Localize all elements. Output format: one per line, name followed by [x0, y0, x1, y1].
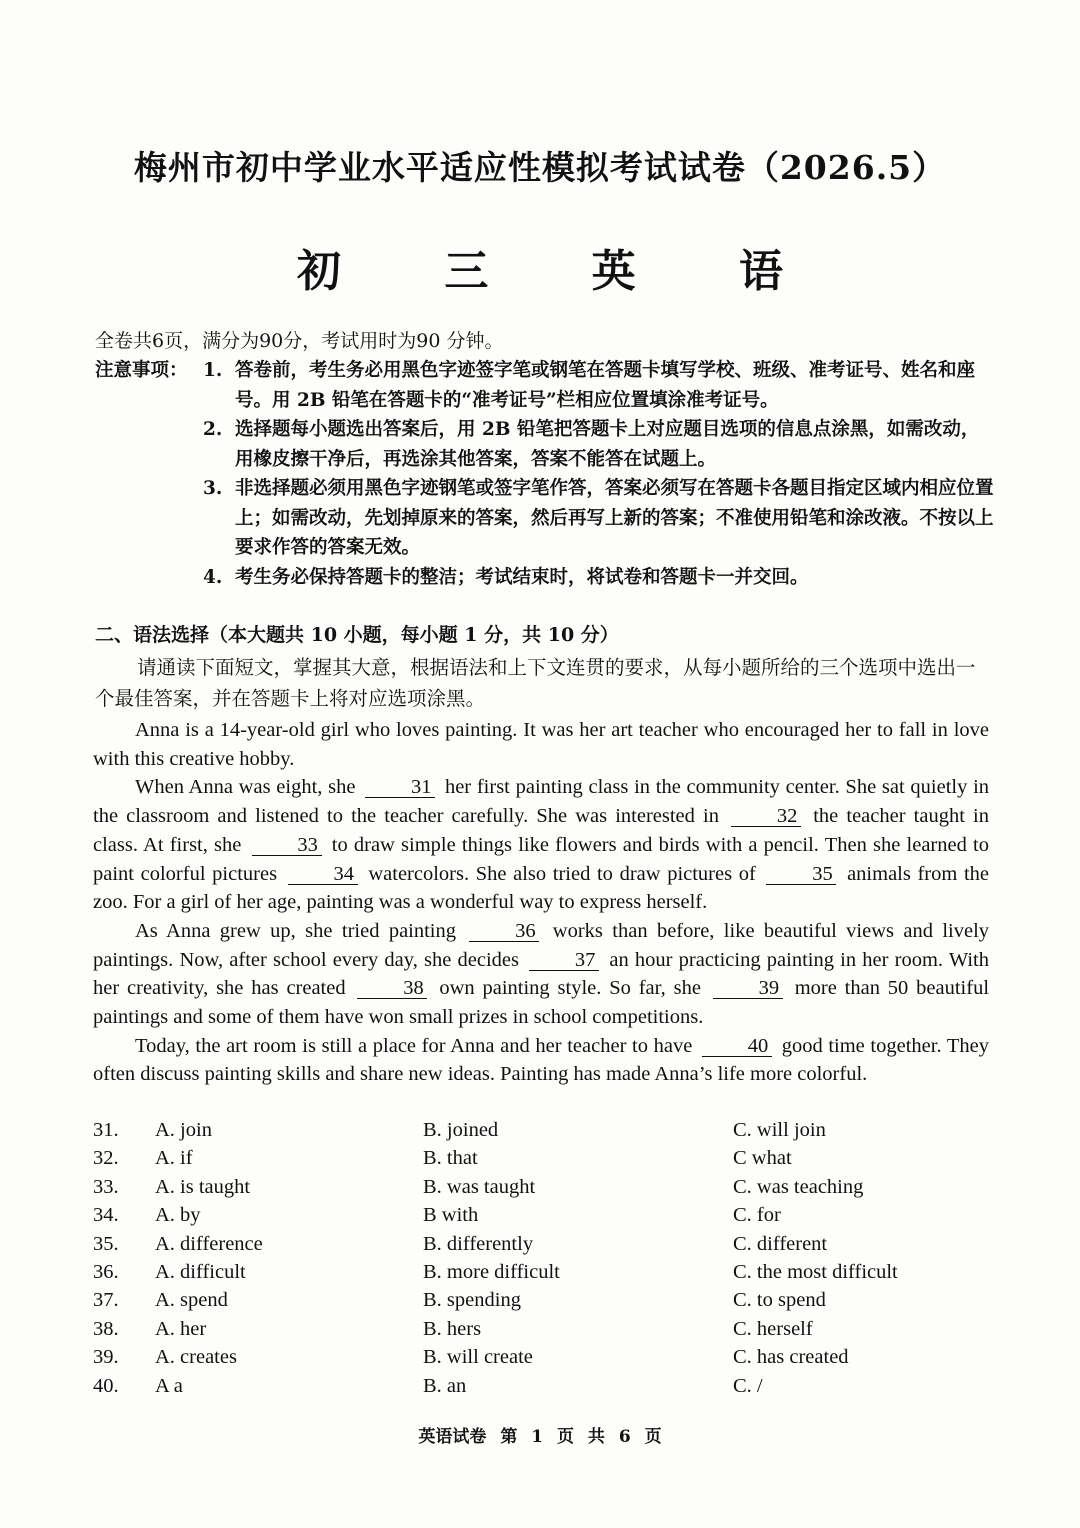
option-b: B. differently [423, 1232, 534, 1255]
answer-options [93, 1119, 993, 1403]
option-b: B. an [423, 1374, 467, 1397]
option-a: A. join [155, 1119, 212, 1141]
passage-paragraph-3 [93, 917, 989, 1032]
passage-text: own painting style. So far, she [439, 977, 701, 1000]
question-number: 34. [93, 1204, 119, 1227]
passage-text: more than 50 beautiful paintings and some of them have won small prizes in school competitions. [93, 977, 990, 1029]
option-a: A. spend [155, 1289, 228, 1312]
option-row [93, 1289, 993, 1317]
option-a: A. difficult [155, 1260, 246, 1283]
option-b: B. spending [423, 1289, 521, 1312]
option-c: C. the most difficult [733, 1260, 898, 1283]
passage-text: As Anna grew up, she tried painting [135, 919, 457, 942]
passage-paragraph-1: Anna is a 14-year-old girl who loves painting. It was her art teacher who encouraged her to fall in love with this creative hobby. [93, 719, 989, 770]
exam-info: 全卷共6页，满分为90分，考试用时为90 分钟。 [95, 330, 504, 352]
option-row [93, 1346, 993, 1374]
question-number: 32. [93, 1147, 119, 1170]
option-row [93, 1375, 993, 1403]
exam-title: 梅州市初中学业水平适应性模拟考试试卷（2026.5） [133, 148, 947, 187]
section-heading: 二、语法选择（本大题共 10 小题，每小题 1 分，共 10 分） [95, 624, 619, 646]
blank-37: 37 [529, 950, 599, 971]
question-number: 35. [93, 1232, 119, 1255]
option-row [93, 1318, 993, 1346]
option-c: C. to spend [733, 1289, 826, 1312]
passage-text: the teacher taught in class. At first, she [93, 805, 989, 856]
passage-text: good time together. They often discuss painting skills and share new ideas. Painting has made Anna’s life more colorful. [93, 1034, 989, 1086]
option-b: B. that [423, 1147, 478, 1170]
note-text: 非选择题必须用黑色字迹钢笔或签字笔作答，答案必须写在答题卡各题目指定区域内相应位置上；如需改动，先划掉原来的答案，然后再写上新的答案；不准使用铅笔和涂改液。不按以上要求作答的答案无效。 [235, 478, 994, 558]
note-item [203, 415, 995, 474]
note-item [203, 356, 995, 415]
option-b: B. hers [423, 1317, 482, 1340]
option-a: A. is taught [155, 1175, 251, 1198]
question-number: 33. [93, 1175, 119, 1198]
question-number: 40. [93, 1374, 119, 1397]
passage-text: an hour practicing painting in her room. With her creativity, she has created [93, 948, 990, 1000]
blank-38: 38 [357, 978, 427, 999]
passage-paragraph-2 [93, 773, 989, 917]
option-a: A. if [155, 1147, 193, 1170]
option-b: B with [423, 1204, 479, 1227]
option-row [93, 1233, 993, 1261]
option-c: C. / [733, 1374, 763, 1397]
blank-34: 34 [288, 864, 358, 885]
option-a: A. creates [155, 1346, 237, 1369]
reading-passage [93, 716, 989, 1089]
note-text: 选择题每小题选出答案后，用 2B 铅笔把答题卡上对应题目选项的信息点涂黑，如需改动，用橡皮擦干净后，再选涂其他答案，答案不能答在试题上。 [235, 419, 980, 470]
option-row [93, 1176, 993, 1204]
subject-title: 初 三 英 语 [297, 246, 827, 297]
note-number: 1. [203, 360, 223, 381]
blank-40: 40 [702, 1036, 772, 1057]
option-b: B. will create [423, 1346, 533, 1369]
option-b: B. was taught [423, 1175, 536, 1198]
passage-text: watercolors. She also tried to draw pictures of [368, 862, 756, 885]
option-c: C. for [733, 1204, 781, 1227]
passage-paragraph-4 [93, 1032, 989, 1089]
option-b: B. more difficult [423, 1260, 560, 1283]
option-row [93, 1204, 993, 1232]
blank-31: 31 [365, 777, 435, 798]
option-c: C. has created [733, 1346, 849, 1369]
option-a: A. by [155, 1204, 201, 1227]
option-row [93, 1119, 993, 1147]
notes-block [95, 356, 995, 592]
option-a: A a [155, 1374, 183, 1397]
blank-36: 36 [469, 921, 539, 942]
passage-text: Today, the art room is still a place for Anna and her teacher to have [135, 1034, 693, 1057]
note-item [203, 474, 995, 563]
passage-text: her first painting class in the community center. She sat quietly in the classroom and listened to the teacher carefully. She was interested in [93, 776, 990, 828]
passage-text: works than before, like beautiful views and lively paintings. Now, after school every day, she decides [93, 919, 990, 971]
note-text: 考生务必保持答题卡的整洁；考试结束时，将试卷和答题卡一并交回。 [235, 566, 809, 588]
option-a: A. her [155, 1317, 207, 1340]
option-b: B. joined [423, 1119, 499, 1141]
passage-text: When Anna was eight, she [135, 776, 356, 799]
blank-32: 32 [731, 806, 801, 827]
option-a: A. difference [155, 1232, 263, 1255]
question-number: 37. [93, 1289, 119, 1312]
page-footer: 英语试卷 第 1 页 共 6 页 [418, 1427, 662, 1447]
notes-label: 注意事项： [95, 360, 188, 381]
option-c: C. will join [733, 1119, 826, 1141]
option-c: C. different [733, 1232, 828, 1255]
note-number: 2. [203, 419, 223, 440]
note-number: 3. [203, 478, 223, 499]
note-number: 4. [203, 566, 223, 588]
question-number: 31. [93, 1119, 119, 1141]
passage-text: animals from the zoo. For a girl of her age, painting was a wonderful way to express herself. [93, 862, 990, 914]
question-number: 36. [93, 1260, 119, 1283]
option-row [93, 1147, 993, 1175]
question-number: 38. [93, 1317, 119, 1340]
option-c: C what [733, 1147, 792, 1170]
blank-33: 33 [252, 835, 322, 856]
option-row [93, 1261, 993, 1289]
section-instruction: 请通读下面短文，掌握其大意，根据语法和上下文连贯的要求，从每小题所给的三个选项中选出一个最佳答案，并在答题卡上将对应选项涂黑。 [95, 656, 976, 710]
passage-text: to draw simple things like flowers and birds with a pencil. Then she learned to paint colorful pictures [93, 833, 989, 885]
note-text: 答卷前，考生务必用黑色字迹签字笔或钢笔在答题卡填写学校、班级、准考证号、姓名和座号。用 2B 铅笔在答题卡的“准考证号”栏相应位置填涂准考证号。 [235, 360, 976, 411]
blank-35: 35 [766, 864, 836, 885]
option-c: C. was teaching [733, 1175, 864, 1198]
notes-list [95, 356, 995, 592]
note-item [203, 563, 995, 593]
option-c: C. herself [733, 1317, 813, 1340]
question-number: 39. [93, 1346, 119, 1369]
blank-39: 39 [713, 978, 783, 999]
